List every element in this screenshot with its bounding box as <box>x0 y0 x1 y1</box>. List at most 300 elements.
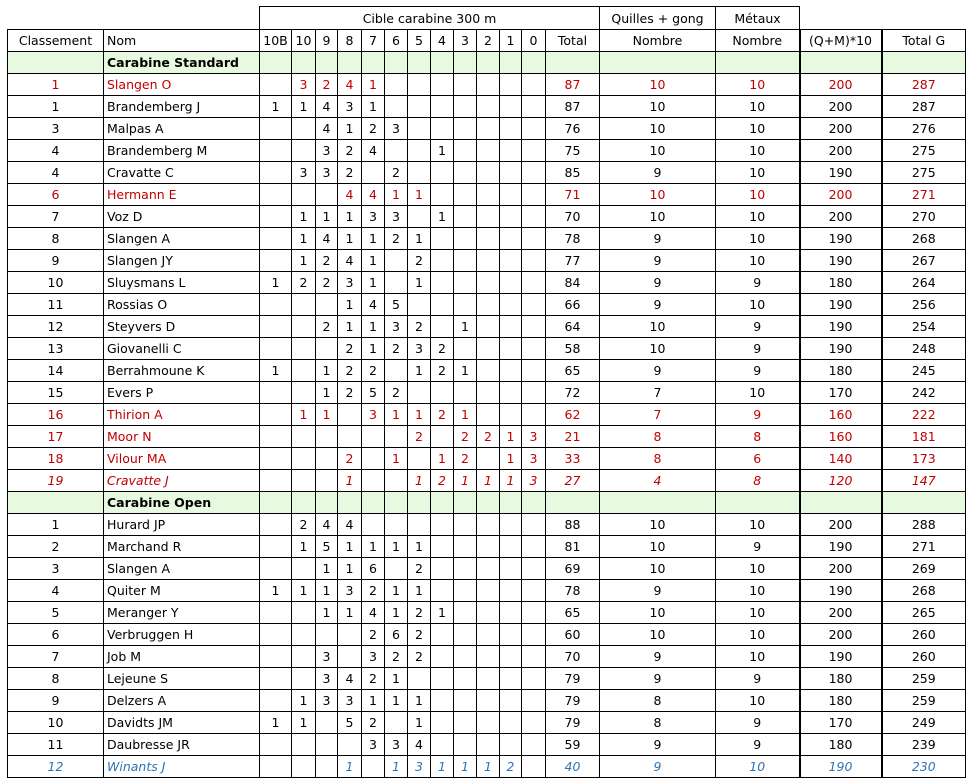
score-cell <box>522 602 546 624</box>
score-cell <box>522 536 546 558</box>
total-g-cell: 260 <box>882 624 966 646</box>
score-cell <box>522 514 546 536</box>
score-cell <box>362 426 385 448</box>
score-cell: 1 <box>408 228 431 250</box>
metaux-cell: 8 <box>716 470 800 492</box>
score-cell: 2 <box>408 426 431 448</box>
score-cell: 1 <box>316 360 338 382</box>
total-cell: 76 <box>546 118 600 140</box>
total-cell: 27 <box>546 470 600 492</box>
score-cell <box>431 624 454 646</box>
score-cell: 1 <box>362 228 385 250</box>
total-cell: 69 <box>546 558 600 580</box>
score-cell: 4 <box>362 184 385 206</box>
total-cell: 87 <box>546 96 600 118</box>
score-cell: 4 <box>316 514 338 536</box>
score-cell: 1 <box>260 272 292 294</box>
score-cell <box>338 404 362 426</box>
qm-cell: 180 <box>800 272 882 294</box>
score-cell <box>316 294 338 316</box>
score-cell <box>260 558 292 580</box>
quilles-cell: 10 <box>600 74 716 96</box>
section-spacer <box>500 492 522 514</box>
score-cell <box>292 448 316 470</box>
score-cell: 3 <box>362 404 385 426</box>
name-cell: Vilour MA <box>104 448 260 470</box>
score-cell: 1 <box>292 228 316 250</box>
score-cell <box>260 250 292 272</box>
score-cell: 1 <box>362 690 385 712</box>
name-cell: Moor N <box>104 426 260 448</box>
quilles-cell: 9 <box>600 734 716 756</box>
score-cell: 3 <box>385 316 408 338</box>
score-cell: 1 <box>316 404 338 426</box>
metaux-cell: 9 <box>716 536 800 558</box>
score-cell: 6 <box>385 624 408 646</box>
score-cell: 5 <box>316 536 338 558</box>
score-cell: 4 <box>338 668 362 690</box>
quilles-cell: 8 <box>600 426 716 448</box>
score-cell <box>385 250 408 272</box>
score-cell <box>408 74 431 96</box>
table-row <box>8 294 966 316</box>
total-g-cell: 275 <box>882 162 966 184</box>
rank-cell: 5 <box>8 602 104 624</box>
total-g-cell: 267 <box>882 250 966 272</box>
rank-cell: 10 <box>8 272 104 294</box>
quilles-cell: 9 <box>600 668 716 690</box>
score-cell <box>522 74 546 96</box>
name-cell: Davidts JM <box>104 712 260 734</box>
score-cell: 1 <box>338 602 362 624</box>
metaux-cell: 10 <box>716 250 800 272</box>
rank-cell: 12 <box>8 316 104 338</box>
group-header-row <box>8 7 966 30</box>
qm-cell: 180 <box>800 734 882 756</box>
score-cell: 1 <box>408 360 431 382</box>
score-cell <box>292 558 316 580</box>
qm-cell: 200 <box>800 184 882 206</box>
score-cell: 1 <box>316 206 338 228</box>
total-cell: 70 <box>546 206 600 228</box>
qm-cell: 190 <box>800 162 882 184</box>
score-cell: 2 <box>454 448 477 470</box>
score-cell: 3 <box>292 162 316 184</box>
quilles-cell: 9 <box>600 756 716 778</box>
score-cell <box>408 206 431 228</box>
total-cell: 64 <box>546 316 600 338</box>
metaux-cell: 10 <box>716 74 800 96</box>
name-cell: Hermann E <box>104 184 260 206</box>
score-cell: 1 <box>408 712 431 734</box>
qm-cell: 190 <box>800 228 882 250</box>
score-cell <box>477 338 500 360</box>
metaux-cell: 9 <box>716 734 800 756</box>
qm-cell: 180 <box>800 668 882 690</box>
quilles-cell: 9 <box>600 250 716 272</box>
section-spacer <box>8 52 104 74</box>
score-cell: 2 <box>431 470 454 492</box>
name-cell: Brandemberg M <box>104 140 260 162</box>
score-cell: 2 <box>431 404 454 426</box>
score-cell <box>260 514 292 536</box>
name-cell: Sluysmans L <box>104 272 260 294</box>
column-header: Total G <box>882 30 966 52</box>
name-cell: Malpas A <box>104 118 260 140</box>
qm-cell: 190 <box>800 646 882 668</box>
table-row <box>8 140 966 162</box>
rank-cell: 6 <box>8 184 104 206</box>
qm-cell: 160 <box>800 404 882 426</box>
score-cell <box>431 228 454 250</box>
column-header: Nombre <box>600 30 716 52</box>
score-cell <box>292 734 316 756</box>
score-cell: 2 <box>408 250 431 272</box>
score-cell: 2 <box>431 360 454 382</box>
total-g-cell: 222 <box>882 404 966 426</box>
rank-cell: 8 <box>8 668 104 690</box>
score-cell <box>431 250 454 272</box>
score-cell: 1 <box>454 404 477 426</box>
total-cell: 81 <box>546 536 600 558</box>
target-group-header: Cible carabine 300 m <box>260 7 600 30</box>
score-cell <box>338 734 362 756</box>
total-cell: 84 <box>546 272 600 294</box>
score-cell: 2 <box>385 162 408 184</box>
score-cell <box>454 690 477 712</box>
score-cell: 3 <box>316 140 338 162</box>
score-cell <box>408 448 431 470</box>
score-cell: 2 <box>316 250 338 272</box>
score-cell <box>316 734 338 756</box>
table-row <box>8 272 966 294</box>
score-cell <box>292 382 316 404</box>
score-cell <box>522 162 546 184</box>
section-spacer <box>522 492 546 514</box>
score-cell <box>431 74 454 96</box>
score-cell <box>522 646 546 668</box>
score-cell <box>500 690 522 712</box>
score-cell <box>500 250 522 272</box>
table-row <box>8 316 966 338</box>
score-cell <box>522 668 546 690</box>
score-cell: 1 <box>454 316 477 338</box>
score-cell: 4 <box>362 602 385 624</box>
quilles-cell: 10 <box>600 338 716 360</box>
score-cell <box>260 162 292 184</box>
score-cell <box>431 426 454 448</box>
score-cell <box>292 602 316 624</box>
table-row <box>8 536 966 558</box>
score-cell: 1 <box>454 756 477 778</box>
score-cell <box>292 646 316 668</box>
total-g-cell: 287 <box>882 74 966 96</box>
name-cell: Verbruggen H <box>104 624 260 646</box>
score-cell: 1 <box>385 602 408 624</box>
score-cell: 1 <box>362 316 385 338</box>
name-cell: Slangen A <box>104 558 260 580</box>
rank-cell: 3 <box>8 118 104 140</box>
section-spacer <box>338 492 362 514</box>
score-cell <box>260 602 292 624</box>
score-cell: 1 <box>260 96 292 118</box>
total-cell: 59 <box>546 734 600 756</box>
score-cell <box>500 338 522 360</box>
score-cell: 1 <box>316 580 338 602</box>
score-cell: 4 <box>362 140 385 162</box>
total-cell: 79 <box>546 668 600 690</box>
total-g-cell: 260 <box>882 646 966 668</box>
score-cell: 1 <box>338 470 362 492</box>
total-cell: 66 <box>546 294 600 316</box>
score-cell <box>260 426 292 448</box>
score-cell <box>500 558 522 580</box>
score-cell <box>385 74 408 96</box>
score-cell: 1 <box>385 690 408 712</box>
score-cell: 2 <box>292 514 316 536</box>
name-cell: Slangen A <box>104 228 260 250</box>
score-cell <box>260 382 292 404</box>
score-cell <box>477 96 500 118</box>
section-spacer <box>431 492 454 514</box>
rank-cell: 8 <box>8 228 104 250</box>
section-spacer <box>362 492 385 514</box>
score-cell: 2 <box>338 448 362 470</box>
score-cell <box>477 690 500 712</box>
qm-cell: 200 <box>800 514 882 536</box>
score-cell: 4 <box>338 184 362 206</box>
score-cell <box>454 712 477 734</box>
score-cell: 2 <box>316 272 338 294</box>
score-cell <box>500 272 522 294</box>
total-g-cell: 245 <box>882 360 966 382</box>
score-cell: 1 <box>500 448 522 470</box>
score-cell: 1 <box>362 536 385 558</box>
score-cell: 1 <box>338 558 362 580</box>
name-cell: Berrahmoune K <box>104 360 260 382</box>
total-g-cell: 264 <box>882 272 966 294</box>
name-cell: Evers P <box>104 382 260 404</box>
score-cell <box>477 668 500 690</box>
rank-cell: 6 <box>8 624 104 646</box>
rank-cell: 4 <box>8 140 104 162</box>
score-cell <box>338 624 362 646</box>
score-cell <box>477 118 500 140</box>
qm-cell: 200 <box>800 74 882 96</box>
total-g-cell: 239 <box>882 734 966 756</box>
total-g-cell: 249 <box>882 712 966 734</box>
total-cell: 71 <box>546 184 600 206</box>
score-cell: 3 <box>362 206 385 228</box>
score-cell: 1 <box>362 250 385 272</box>
score-cell: 1 <box>292 250 316 272</box>
name-cell: Job M <box>104 646 260 668</box>
score-cell <box>454 250 477 272</box>
column-header: 6 <box>385 30 408 52</box>
total-cell: 79 <box>546 690 600 712</box>
score-cell: 1 <box>338 206 362 228</box>
score-cell <box>385 96 408 118</box>
score-cell: 2 <box>338 162 362 184</box>
score-cell <box>454 338 477 360</box>
score-cell: 2 <box>477 426 500 448</box>
score-cell <box>500 184 522 206</box>
total-g-cell: 230 <box>882 756 966 778</box>
score-cell: 1 <box>260 360 292 382</box>
total-g-cell: 288 <box>882 514 966 536</box>
table-row <box>8 118 966 140</box>
score-cell: 2 <box>408 646 431 668</box>
score-cell: 1 <box>260 712 292 734</box>
score-cell <box>260 140 292 162</box>
score-cell <box>454 602 477 624</box>
name-cell: Rossias O <box>104 294 260 316</box>
score-cell <box>316 712 338 734</box>
section-spacer <box>454 492 477 514</box>
score-cell: 3 <box>338 580 362 602</box>
section-spacer <box>385 52 408 74</box>
rank-cell: 3 <box>8 558 104 580</box>
score-cell: 1 <box>385 756 408 778</box>
table-row <box>8 602 966 624</box>
score-cell <box>454 646 477 668</box>
score-cell <box>385 140 408 162</box>
score-cell <box>500 734 522 756</box>
score-cell <box>292 668 316 690</box>
score-cell <box>316 756 338 778</box>
total-g-cell: 269 <box>882 558 966 580</box>
quilles-cell: 10 <box>600 96 716 118</box>
total-cell: 40 <box>546 756 600 778</box>
section-spacer <box>338 52 362 74</box>
score-cell <box>477 294 500 316</box>
quilles-cell: 9 <box>600 360 716 382</box>
score-cell <box>454 382 477 404</box>
score-cell: 1 <box>408 184 431 206</box>
column-header: Classement <box>8 30 104 52</box>
score-cell: 2 <box>338 360 362 382</box>
score-cell <box>500 228 522 250</box>
total-g-cell: 287 <box>882 96 966 118</box>
score-cell <box>292 360 316 382</box>
metaux-cell: 10 <box>716 140 800 162</box>
total-cell: 65 <box>546 360 600 382</box>
score-cell: 1 <box>292 404 316 426</box>
qm-cell: 120 <box>800 470 882 492</box>
score-cell <box>477 206 500 228</box>
score-cell <box>292 470 316 492</box>
score-cell <box>500 580 522 602</box>
total-cell: 62 <box>546 404 600 426</box>
qm-cell: 190 <box>800 294 882 316</box>
section-spacer <box>454 52 477 74</box>
metaux-cell: 10 <box>716 624 800 646</box>
score-cell: 1 <box>408 470 431 492</box>
score-cell <box>316 426 338 448</box>
rank-cell: 7 <box>8 646 104 668</box>
score-cell: 1 <box>362 74 385 96</box>
column-header: 9 <box>316 30 338 52</box>
section-spacer <box>882 52 966 74</box>
rank-cell: 15 <box>8 382 104 404</box>
score-cell: 1 <box>385 404 408 426</box>
score-cell: 1 <box>408 272 431 294</box>
qm-cell: 200 <box>800 140 882 162</box>
qm-cell: 190 <box>800 316 882 338</box>
score-cell <box>260 646 292 668</box>
table-row <box>8 448 966 470</box>
score-cell <box>292 338 316 360</box>
score-cell <box>522 690 546 712</box>
rank-cell: 19 <box>8 470 104 492</box>
score-cell <box>522 404 546 426</box>
score-cell: 1 <box>316 602 338 624</box>
qm-cell: 190 <box>800 580 882 602</box>
rank-cell: 9 <box>8 250 104 272</box>
score-cell <box>454 536 477 558</box>
total-cell: 79 <box>546 712 600 734</box>
score-cell <box>522 228 546 250</box>
score-cell: 1 <box>385 184 408 206</box>
total-g-cell: 248 <box>882 338 966 360</box>
score-cell: 1 <box>362 96 385 118</box>
metaux-cell: 9 <box>716 360 800 382</box>
score-cell: 1 <box>338 316 362 338</box>
score-cell <box>500 74 522 96</box>
score-cell: 3 <box>385 206 408 228</box>
score-cell <box>500 96 522 118</box>
column-header: 10 <box>292 30 316 52</box>
score-cell <box>454 514 477 536</box>
score-cell: 2 <box>362 360 385 382</box>
score-cell: 3 <box>338 272 362 294</box>
score-cell <box>454 162 477 184</box>
score-cell <box>292 426 316 448</box>
total-cell: 78 <box>546 580 600 602</box>
section-spacer <box>882 492 966 514</box>
score-cell: 4 <box>408 734 431 756</box>
score-cell <box>408 514 431 536</box>
section-spacer <box>546 52 600 74</box>
column-header: Nom <box>104 30 260 52</box>
score-cell <box>454 558 477 580</box>
qm-cell: 170 <box>800 712 882 734</box>
quilles-cell: 4 <box>600 470 716 492</box>
score-cell <box>316 184 338 206</box>
score-cell <box>522 338 546 360</box>
name-cell: Marchand R <box>104 536 260 558</box>
score-cell: 2 <box>362 624 385 646</box>
score-cell <box>316 338 338 360</box>
table-row <box>8 96 966 118</box>
name-cell: Giovanelli C <box>104 338 260 360</box>
score-cell: 1 <box>454 470 477 492</box>
total-cell: 65 <box>546 602 600 624</box>
qm-cell: 140 <box>800 448 882 470</box>
metaux-cell: 10 <box>716 756 800 778</box>
table-row <box>8 668 966 690</box>
rank-cell: 17 <box>8 426 104 448</box>
column-header: (Q+M)*10 <box>800 30 882 52</box>
quilles-cell: 9 <box>600 294 716 316</box>
score-cell <box>431 734 454 756</box>
score-cell <box>292 294 316 316</box>
quilles-cell: 8 <box>600 448 716 470</box>
section-spacer <box>800 492 882 514</box>
score-cell: 1 <box>338 756 362 778</box>
name-cell: Hurard JP <box>104 514 260 536</box>
table-row <box>8 756 966 778</box>
